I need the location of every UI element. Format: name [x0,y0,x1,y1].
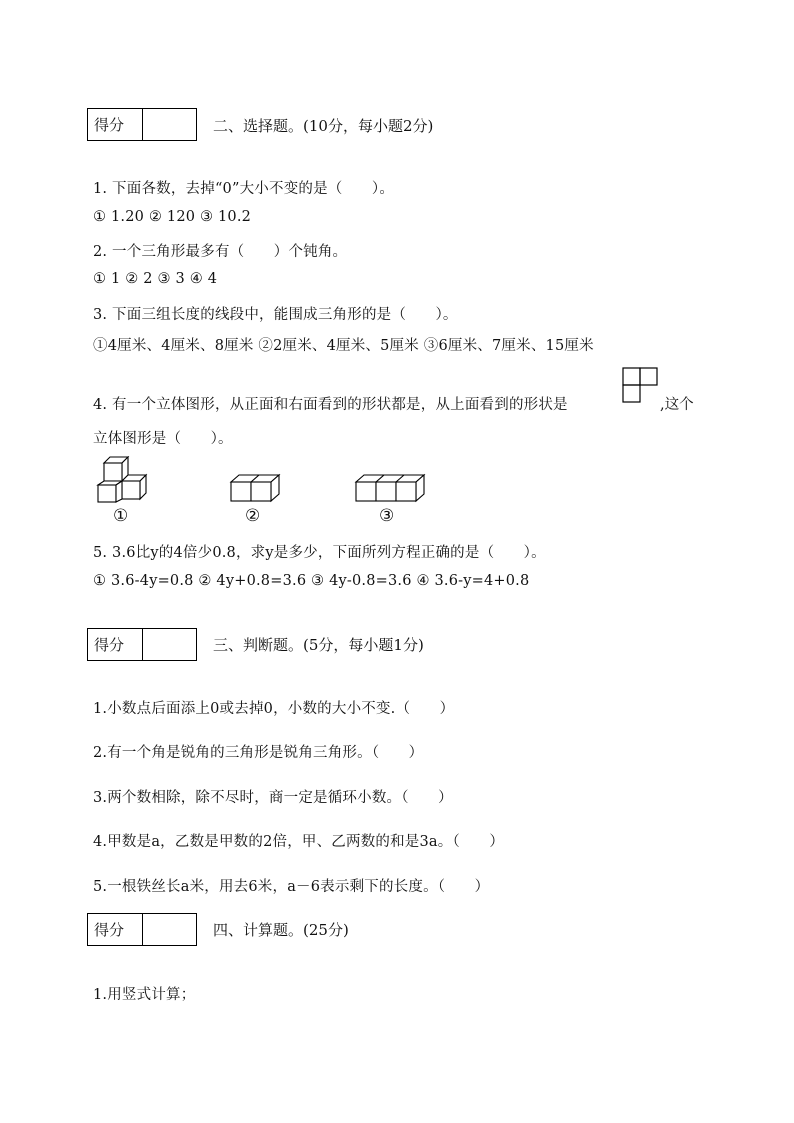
score-box [87,913,197,946]
choice-q5-options: ① 3.6-4y=0.8 ② 4y+0.8=3.6 ③ 4y-0.8=3.6 ④ 3.6-y=4+0.8 [93,573,530,589]
section-title-choice: 二、选择题。(10分，每小题2分) [213,117,434,135]
choice-q3-options: ①4厘米、4厘米、8厘米 ②2厘米、4厘米、5厘米 ③6厘米、7厘米、15厘米 [93,338,594,354]
figure-label-2: ② [245,506,261,526]
score-label: 得分 [88,629,143,660]
section-title-judge: 三、判断题。(5分，每小题1分) [213,636,424,654]
choice-q4-text: 4. 有一个立体图形，从正面和右面看到的形状都是，从上面看到的形状是 [93,397,568,413]
figure-label-1: ① [113,506,129,526]
judge-q4: 4.甲数是a，乙数是甲数的2倍，甲、乙两数的和是3a。（ ） [93,834,505,850]
choice-q5: 5. 3.6比y的4倍少0.8，求y是多少，下面所列方程正确的是（ ）。 [93,545,546,561]
solid-figure-3 [353,470,427,504]
score-blank[interactable] [143,109,196,140]
score-blank[interactable] [143,914,196,945]
judge-q1: 1.小数点后面添上0或去掉0，小数的大小不变.（ ） [93,701,455,717]
figure-label-3: ③ [379,506,395,526]
score-box [87,108,197,141]
solid-figure-2 [228,470,284,504]
solid-figure-1 [96,456,152,504]
choice-q3: 3. 下面三组长度的线段中，能围成三角形的是（ ）。 [93,307,458,323]
score-blank[interactable] [143,629,196,660]
choice-q1: 1. 下面各数，去掉“0”大小不变的是（ ）。 [93,181,395,197]
choice-q1-options: ① 1.20 ② 120 ③ 10.2 [93,209,252,225]
choice-q4-text-end: ,这个 [660,397,694,413]
score-label: 得分 [88,109,143,140]
choice-q2: 2. 一个三角形最多有（ ）个钝角。 [93,244,348,260]
judge-q5: 5.一根铁丝长a米，用去6米，a－6表示剩下的长度。（ ） [93,879,490,895]
score-label: 得分 [88,914,143,945]
calc-q1: 1.用竖式计算； [93,987,196,1003]
choice-q2-options: ① 1 ② 2 ③ 3 ④ 4 [93,271,218,287]
judge-q3: 3.两个数相除，除不尽时，商一定是循环小数。（ ） [93,790,453,806]
top-view-figure [622,367,660,405]
choice-q4-text-line2: 立体图形是（ ）。 [93,431,233,447]
section-title-calc: 四、计算题。(25分) [213,921,349,939]
judge-q2: 2.有一个角是锐角的三角形是锐角三角形。（ ） [93,745,424,761]
score-box [87,628,197,661]
